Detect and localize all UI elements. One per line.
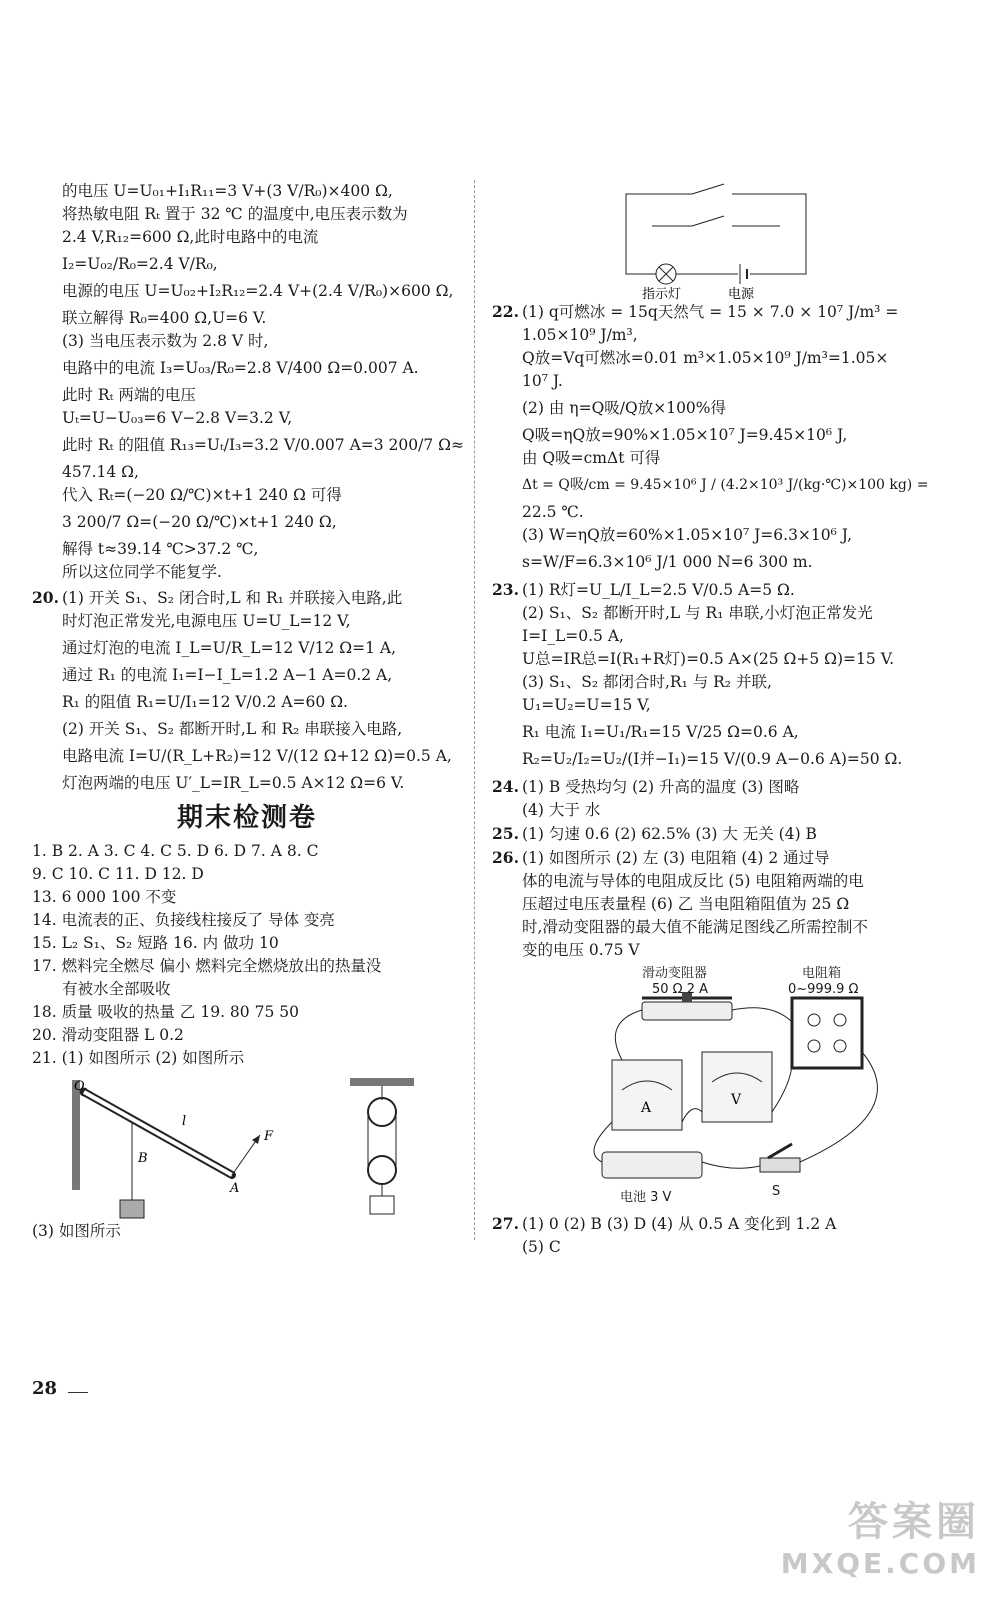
text-line: 3 200/7 Ω=(−20 Ω/℃)×t+1 240 Ω,: [62, 513, 337, 531]
arrow-head: [252, 1135, 260, 1144]
apparatus-diagram: [492, 962, 944, 1212]
rheostat-label: 滑动变阻器: [642, 966, 708, 981]
weight: [120, 1200, 144, 1218]
circuit-frame: [626, 194, 806, 274]
rheostat-body: [642, 1002, 732, 1020]
answer-line: 14. 电流表的正、负接线柱接反了 导体 变亮: [32, 911, 335, 929]
wall: [72, 1080, 80, 1190]
text-line: Δt = Q吸/cm = 9.45×10⁶ J / (4.2×10³ J/(kg·℃)×100 kg) =: [522, 477, 929, 493]
right-column: [492, 180, 944, 1259]
lamp-label: 指示灯: [642, 287, 682, 300]
battery-label: 电池 3 V: [620, 1190, 672, 1205]
text-line: Uₜ=U−U₀₃=6 V−2.8 V=3.2 V,: [62, 409, 293, 427]
watermark: [781, 1490, 980, 1580]
text-line: 22.5 ℃.: [522, 503, 584, 521]
text-line: (2) 由 η=Q吸/Q放×100%得: [522, 399, 727, 417]
text-line: 2.4 V,R₁₂=600 Ω,此时电路中的电流: [62, 228, 319, 246]
answer-line: 20. 滑动变阻器 L 0.2: [32, 1026, 184, 1044]
label-o: O: [74, 1079, 85, 1094]
ammeter: [612, 1060, 682, 1130]
q21-part3: (3) 如图所示: [32, 1222, 121, 1240]
label-f: F: [264, 1129, 274, 1144]
text-line: (2) 开关 S₁、S₂ 都断开时,L 和 R₂ 串联接入电路,: [62, 720, 403, 738]
text-line: (4) 大于 水: [522, 801, 601, 819]
text-line: 将热敏电阻 Rₜ 置于 32 ℃ 的温度中,电压表示数为: [62, 205, 408, 223]
text-line: (1) 0 (2) B (3) D (4) 从 0.5 A 变化到 1.2 A: [522, 1215, 837, 1233]
question-number: 22.: [492, 302, 519, 321]
text-line: (1) B 受热均匀 (2) 升高的温度 (3) 图略: [522, 778, 800, 796]
text-line: 由 Q吸=cmΔt 可得: [522, 449, 661, 467]
voltmeter: [702, 1052, 772, 1122]
watermark-logo: 答案圈: [848, 1499, 980, 1545]
box-label: 电阻箱: [802, 966, 842, 981]
question-number: 27.: [492, 1214, 519, 1233]
text-line: (1) R灯=U_L/I_L=2.5 V/0.5 A=5 Ω.: [522, 581, 795, 599]
text-line: 代入 Rₜ=(−20 Ω/℃)×t+1 240 Ω 可得: [62, 486, 342, 504]
text-line: 时,滑动变阻器的最大值不能满足图线乙所需控制不: [522, 918, 868, 936]
text-line: (2) S₁、S₂ 都断开时,L 与 R₁ 串联,小灯泡正常发光: [522, 604, 873, 622]
text-line: 时灯泡正常发光,电源电压 U=U_L=12 V,: [62, 612, 351, 630]
ceiling: [350, 1078, 414, 1086]
answer-line: 21. (1) 如图所示 (2) 如图所示: [32, 1049, 245, 1067]
answer-line: 18. 质量 吸收的热量 乙 19. 80 75 50: [32, 1003, 299, 1021]
movable-pulley: [368, 1156, 396, 1184]
text-line: Q放=Vq可燃冰=0.01 m³×1.05×10⁹ J/m³=1.05×: [522, 349, 889, 367]
experiment-apparatus: [492, 962, 944, 1212]
answer-line: 9. C 10. C 11. D 12. D: [32, 865, 204, 883]
section-title: 期末检测卷: [176, 803, 317, 833]
text-line: U₁=U₂=U=15 V,: [522, 696, 651, 714]
text-line: (3) 当电压表示数为 2.8 V 时,: [62, 332, 269, 350]
answer-line: 13. 6 000 100 不变: [32, 888, 177, 906]
ammeter-label: A: [641, 1100, 652, 1116]
text-line: (1) 开关 S₁、S₂ 闭合时,L 和 R₁ 并联接入电路,此: [62, 589, 403, 607]
label-b: B: [138, 1151, 148, 1166]
rheostat-spec: 50 Ω 2 A: [652, 982, 709, 997]
text-line: s=W/F=6.3×10⁶ J/1 000 N=6 300 m.: [522, 553, 813, 571]
load-box: [370, 1196, 394, 1214]
answer-list: [32, 840, 462, 1070]
page-number: 28: [32, 1378, 58, 1399]
resistance-box: [792, 998, 862, 1068]
question-number: 20.: [32, 588, 59, 607]
lever-pulley-diagram: [32, 1070, 462, 1220]
text-line: 所以这位同学不能复学.: [62, 563, 222, 581]
question-22: [492, 300, 944, 574]
text-line: R₂=U₂/I₂=U₂/(I并−I₁)=15 V/(0.9 A−0.6 A)=50 Ω.: [522, 750, 903, 768]
footer-rule: [68, 1392, 88, 1393]
text-line: 电路中的电流 I₃=U₀₃/R₀=2.8 V/400 Ω=0.007 A.: [62, 359, 419, 377]
circuit-diagram: [492, 180, 944, 300]
switch-label: S: [772, 1184, 781, 1199]
text-line: (3) W=ηQ放=60%×1.05×10⁷ J=6.3×10⁶ J,: [522, 526, 853, 544]
text-line: 压超过电压表量程 (6) 乙 当电阻箱阻值为 25 Ω: [522, 895, 850, 913]
switch-base: [760, 1158, 800, 1172]
text-line: 通过 R₁ 的电流 I₁=I−I_L=1.2 A−1 A=0.2 A,: [62, 666, 393, 684]
text-line: 通过灯泡的电流 I_L=U/R_L=12 V/12 Ω=1 A,: [62, 639, 397, 657]
q21-figures: [32, 1070, 462, 1220]
text-line: 此时 Rₜ 两端的电压: [62, 386, 196, 404]
text-line: (5) C: [522, 1238, 561, 1256]
switch-lever: [768, 1144, 792, 1158]
text-line: 此时 Rₜ 的阻值 R₁₃=Uₜ/I₃=3.2 V/0.007 A=3 200/7 Ω≈: [62, 436, 464, 454]
text-line: 解得 t≈39.14 ℃>37.2 ℃,: [62, 540, 259, 558]
left-column: [32, 180, 462, 1243]
text-line: (1) 匀速 0.6 (2) 62.5% (3) 大 无关 (4) B: [522, 825, 817, 843]
question-number: 23.: [492, 580, 519, 599]
question-23: [492, 578, 944, 771]
text-line: 457.14 Ω,: [62, 463, 139, 481]
text-line: 体的电流与导体的电阻成反比 (5) 电阻箱两端的电: [522, 872, 864, 890]
text-line: (3) S₁、S₂ 都闭合时,R₁ 与 R₂ 并联,: [522, 673, 772, 691]
text-line: I₂=U₀₂/R₀=2.4 V/R₀,: [62, 255, 218, 273]
question-24: [492, 775, 944, 822]
voltmeter-label: V: [731, 1092, 742, 1108]
text-line: 灯泡两端的电压 U′_L=IR_L=0.5 A×12 Ω=6 V.: [62, 774, 405, 792]
text-line: Q吸=ηQ放=90%×1.05×10⁷ J=9.45×10⁶ J,: [522, 426, 848, 444]
answer-line: 15. L₂ S₁、S₂ 短路 16. 内 做功 10: [32, 934, 279, 952]
question-number: 24.: [492, 777, 519, 796]
text-line: I=I_L=0.5 A,: [522, 627, 624, 645]
text-line: (1) q可燃冰 = 15q天然气 = 15 × 7.0 × 10⁷ J/m³ =: [522, 303, 899, 321]
question-number: 25.: [492, 824, 519, 843]
question-26: [492, 846, 944, 962]
source-label: 电源: [728, 287, 755, 300]
question-25: [492, 822, 944, 846]
text-line: 10⁷ J.: [522, 372, 563, 390]
text-line: 1.05×10⁹ J/m³,: [522, 326, 638, 344]
label-a: A: [230, 1181, 240, 1196]
watermark-url: MXQE.COM: [780, 1547, 980, 1580]
text-line: 电路电流 I=U/(R_L+R₂)=12 V/(12 Ω+12 Ω)=0.5 A,: [62, 747, 452, 765]
answer-line: 有被水全部吸收: [62, 980, 171, 998]
text-line: 联立解得 R₀=400 Ω,U=6 V.: [62, 309, 267, 327]
box-range: 0~999.9 Ω: [788, 982, 859, 997]
question-27: [492, 1212, 944, 1259]
text-line: 电源的电压 U=U₀₂+I₂R₁₂=2.4 V+(2.4 V/R₀)×600 Ω,: [62, 282, 454, 300]
question-number: 26.: [492, 848, 519, 867]
answer-line: 1. B 2. A 3. C 4. C 5. D 6. D 7. A 8. C: [32, 842, 319, 860]
answer-line: 17. 燃料完全燃尽 偏小 燃料完全燃烧放出的热量没: [32, 957, 382, 975]
text-line: U总=IR总=I(R₁+R灯)=0.5 A×(25 Ω+5 Ω)=15 V.: [522, 650, 895, 668]
battery: [602, 1152, 702, 1178]
text-line: R₁ 电流 I₁=U₁/R₁=15 V/25 Ω=0.6 A,: [522, 723, 799, 741]
text-line: (1) 如图所示 (2) 左 (3) 电阻箱 (4) 2 通过导: [522, 849, 830, 867]
indicator-circuit: [492, 180, 944, 300]
lever-inner: [84, 1092, 232, 1175]
label-l: l: [182, 1114, 187, 1129]
column-divider: [474, 180, 475, 1240]
fixed-pulley: [368, 1098, 396, 1126]
text-line: R₁ 的阻值 R₁=U/I₁=12 V/0.2 A=60 Ω.: [62, 693, 348, 711]
solution-continued: [32, 180, 462, 584]
text-line: 的电压 U=U₀₁+I₁R₁₁=3 V+(3 V/R₀)×400 Ω,: [62, 182, 393, 200]
text-line: 变的电压 0.75 V: [522, 941, 640, 959]
question-20: [32, 586, 462, 795]
